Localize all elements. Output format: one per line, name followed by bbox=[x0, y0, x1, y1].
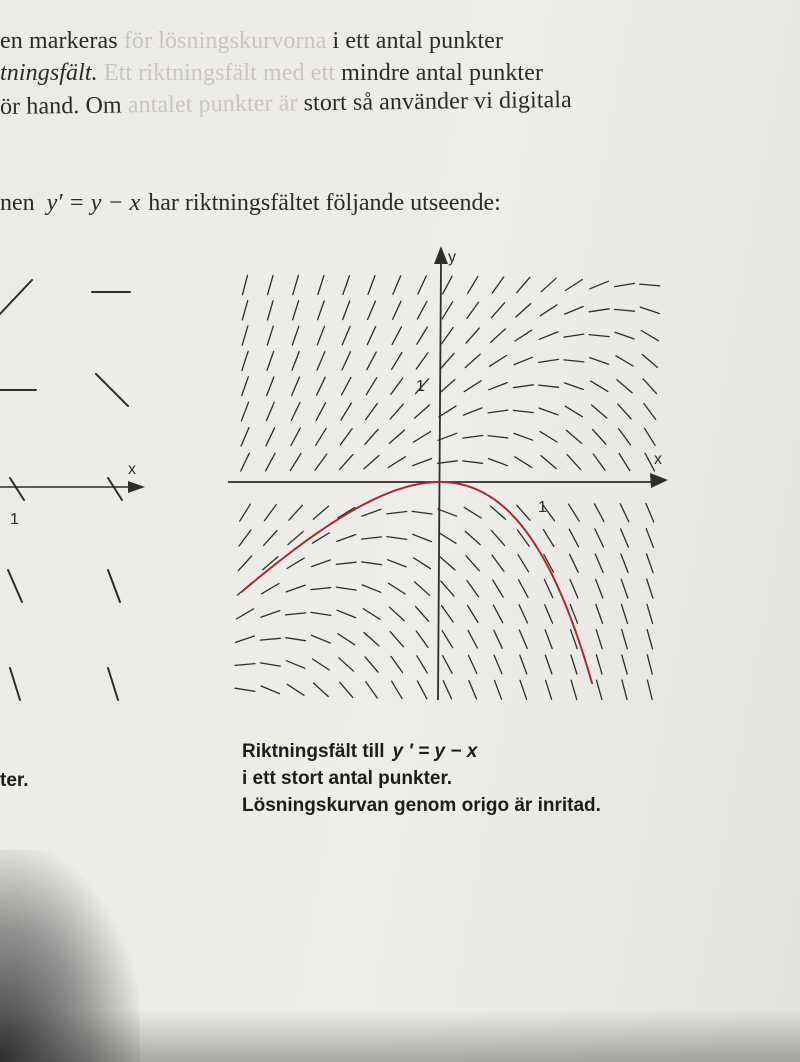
slope-mark bbox=[266, 428, 275, 446]
slope-mark bbox=[290, 454, 301, 471]
slope-mark bbox=[515, 457, 532, 468]
slope-mark bbox=[443, 681, 451, 699]
slope-mark bbox=[268, 275, 273, 294]
slope-mark bbox=[519, 605, 527, 623]
slope-mark bbox=[569, 529, 578, 547]
x-axis-label: x bbox=[654, 451, 662, 468]
slope-mark bbox=[513, 410, 533, 412]
slope-mark bbox=[442, 302, 452, 319]
slope-mark bbox=[589, 309, 609, 312]
slope-mark bbox=[338, 634, 355, 645]
slope-mark bbox=[287, 558, 304, 568]
slope-mark bbox=[413, 534, 432, 541]
slope-mark bbox=[236, 636, 255, 642]
slope-mark bbox=[590, 281, 609, 289]
slope-mark bbox=[286, 585, 305, 592]
slope-mark bbox=[543, 530, 553, 547]
slope-mark bbox=[466, 556, 479, 571]
slope-mark bbox=[591, 381, 608, 391]
slope-mark bbox=[390, 404, 403, 419]
slope-mark bbox=[467, 302, 479, 318]
slope-mark bbox=[313, 506, 328, 519]
slope-mark bbox=[317, 377, 326, 395]
slope-mark bbox=[292, 377, 300, 395]
slope-mark bbox=[317, 326, 324, 345]
slope-mark bbox=[414, 432, 431, 443]
slope-mark bbox=[286, 638, 306, 641]
slope-mark bbox=[541, 278, 556, 291]
slope-mark bbox=[488, 410, 508, 413]
slope-mark bbox=[540, 305, 557, 316]
show-through-text bbox=[690, 230, 695, 247]
slope-mark bbox=[494, 630, 502, 648]
slope-mark bbox=[343, 301, 350, 320]
slope-mark bbox=[596, 579, 603, 598]
slope-mark bbox=[641, 331, 658, 341]
slope-mark bbox=[466, 328, 479, 343]
slope-mark bbox=[293, 301, 299, 320]
slope-mark bbox=[391, 378, 403, 394]
slope-mark bbox=[364, 633, 379, 646]
slope-mark bbox=[417, 302, 426, 320]
slope-mark bbox=[440, 557, 455, 570]
slope-mark bbox=[545, 655, 552, 674]
slope-mark bbox=[264, 505, 276, 521]
slope-mark bbox=[367, 327, 375, 345]
slope-mark bbox=[570, 554, 579, 572]
slope-mark bbox=[442, 606, 454, 622]
slope-mark bbox=[288, 532, 303, 545]
slope-mark bbox=[414, 558, 431, 569]
slope-mark bbox=[367, 352, 376, 370]
slope-mark bbox=[643, 379, 656, 394]
slope-mark bbox=[416, 606, 429, 621]
slope-mark bbox=[640, 307, 659, 313]
slope-mark bbox=[387, 512, 407, 514]
slope-mark bbox=[292, 352, 299, 371]
slope-mark bbox=[338, 508, 355, 518]
slope-mark bbox=[312, 560, 331, 567]
left-tick-label: 1 bbox=[10, 511, 19, 528]
slope-mark bbox=[463, 408, 482, 415]
slope-mark bbox=[388, 457, 405, 468]
slope-mark bbox=[469, 681, 477, 699]
slope-mark bbox=[268, 301, 274, 320]
slope-mark bbox=[515, 330, 532, 341]
slope-mark bbox=[337, 610, 356, 617]
slope-mark bbox=[440, 380, 455, 393]
slope-mark bbox=[342, 326, 350, 344]
slope-mark bbox=[647, 579, 653, 598]
slope-mark bbox=[640, 284, 660, 286]
slope-mark bbox=[242, 351, 248, 370]
y-tick-label: 1 bbox=[416, 378, 425, 395]
slope-mark bbox=[362, 509, 381, 516]
slope-mark bbox=[517, 505, 530, 520]
slope-mark bbox=[465, 531, 480, 544]
slope-mark bbox=[418, 276, 426, 294]
slope-mark bbox=[415, 405, 430, 418]
slope-mark bbox=[621, 529, 629, 547]
slope-mark bbox=[368, 301, 376, 319]
slope-mark bbox=[464, 507, 481, 518]
slope-mark bbox=[235, 688, 255, 691]
slope-field bbox=[235, 275, 660, 699]
slope-mark bbox=[241, 453, 250, 471]
slope-mark bbox=[517, 277, 530, 292]
slope-mark bbox=[242, 301, 247, 320]
caption-equation: y ′ = y − x bbox=[392, 741, 478, 762]
slope-mark bbox=[566, 280, 583, 291]
slope-mark bbox=[646, 504, 654, 522]
slope-mark bbox=[646, 529, 653, 548]
slope-mark bbox=[622, 630, 628, 649]
slope-mark bbox=[513, 385, 533, 388]
slope-mark bbox=[388, 583, 405, 594]
slope-mark bbox=[566, 430, 581, 443]
slope-mark bbox=[417, 681, 426, 699]
slope-mark bbox=[293, 275, 299, 294]
slope-mark bbox=[441, 353, 454, 368]
slope-mark bbox=[595, 529, 604, 547]
slope-mark bbox=[593, 454, 605, 470]
slope-mark bbox=[362, 562, 382, 565]
slope-mark bbox=[565, 383, 584, 390]
slope-mark bbox=[465, 354, 480, 367]
slope-mark bbox=[336, 587, 356, 590]
slope-mark bbox=[442, 631, 452, 648]
slope-mark bbox=[235, 664, 255, 666]
slope-mark bbox=[564, 360, 584, 362]
slope-mark bbox=[622, 655, 627, 674]
slope-mark bbox=[597, 680, 602, 699]
slope-mark bbox=[539, 359, 559, 362]
paragraph-line-3: ör hand. Om antalet punkter är stort så använder vi digitala bbox=[0, 87, 572, 120]
slope-mark bbox=[539, 332, 558, 339]
slope-mark bbox=[267, 352, 274, 371]
slope-mark bbox=[416, 631, 428, 647]
slope-mark bbox=[520, 680, 527, 699]
slope-mark bbox=[389, 607, 404, 620]
slope-mark bbox=[362, 537, 382, 539]
slope-mark bbox=[590, 358, 609, 365]
slope-mark bbox=[519, 630, 527, 648]
slope-mark bbox=[336, 562, 356, 564]
slope-mark bbox=[492, 555, 504, 571]
slope-mark bbox=[316, 403, 325, 421]
slope-mark bbox=[289, 505, 302, 520]
slope-mark bbox=[616, 356, 633, 366]
slope-mark bbox=[463, 461, 483, 463]
x-tick-label: 1 bbox=[538, 499, 547, 516]
left-x-axis-label: x bbox=[128, 461, 136, 478]
slope-mark bbox=[516, 304, 531, 317]
slope-mark bbox=[390, 632, 403, 647]
slope-mark bbox=[464, 381, 481, 392]
slope-mark bbox=[514, 357, 533, 364]
slope-mark bbox=[292, 326, 299, 345]
slope-mark bbox=[312, 635, 331, 643]
slope-mark bbox=[391, 656, 403, 672]
slope-mark bbox=[389, 430, 404, 443]
slope-mark bbox=[490, 356, 507, 367]
slope-mark bbox=[564, 334, 584, 337]
slope-mark bbox=[494, 655, 502, 673]
slope-mark bbox=[647, 604, 653, 623]
x-axis-arrow bbox=[650, 473, 668, 488]
slope-mark bbox=[595, 554, 603, 572]
slope-mark bbox=[241, 402, 248, 421]
slope-mark bbox=[339, 658, 354, 671]
slope-mark bbox=[615, 332, 634, 339]
slope-mark bbox=[392, 352, 402, 369]
slope-mark bbox=[417, 656, 427, 673]
slope-mark bbox=[565, 406, 582, 416]
slope-mark bbox=[388, 560, 407, 567]
slope-mark bbox=[596, 630, 602, 649]
slope-mark bbox=[493, 605, 502, 623]
slope-mark bbox=[392, 327, 401, 345]
caption-line-2: i ett stort antal punkter. bbox=[242, 768, 453, 789]
slope-mark bbox=[617, 380, 632, 393]
slope-mark bbox=[545, 630, 552, 649]
slope-mark bbox=[539, 408, 558, 415]
slope-mark bbox=[362, 585, 381, 592]
slope-mark bbox=[438, 433, 457, 440]
slope-mark bbox=[545, 605, 553, 623]
slope-mark bbox=[620, 504, 629, 522]
slope-mark bbox=[469, 655, 477, 673]
slope-mark bbox=[291, 428, 300, 446]
slope-mark bbox=[287, 684, 304, 695]
slope-mark bbox=[489, 383, 508, 390]
slope-mark bbox=[337, 535, 356, 542]
slope-mark bbox=[615, 283, 635, 286]
left-caption-fragment: ter. bbox=[0, 770, 29, 791]
slope-mark bbox=[413, 459, 432, 466]
slope-mark bbox=[313, 659, 330, 670]
slope-mark bbox=[539, 385, 559, 387]
slope-mark bbox=[622, 604, 628, 623]
slope-mark bbox=[615, 309, 635, 311]
slope-mark bbox=[592, 405, 607, 418]
slope-mark bbox=[267, 326, 273, 345]
slope-mark bbox=[489, 459, 508, 466]
slope-mark bbox=[241, 428, 249, 446]
slope-mark bbox=[441, 581, 454, 596]
slope-mark bbox=[565, 307, 584, 315]
slope-mark bbox=[318, 301, 325, 320]
slope-mark bbox=[238, 556, 251, 571]
slope-mark bbox=[343, 276, 350, 295]
slope-mark bbox=[647, 655, 652, 674]
slope-mark bbox=[366, 403, 378, 419]
slope-mark bbox=[239, 530, 251, 546]
slope-mark bbox=[647, 680, 652, 699]
slope-mark bbox=[439, 406, 456, 417]
caption-line-1: Riktningsfält till y ′ = y − x bbox=[242, 741, 478, 762]
slope-mark bbox=[260, 663, 280, 666]
slope-mark bbox=[412, 511, 432, 514]
intro-sentence: nen y′ = y − x har riktningsfältet följande utseende: bbox=[0, 190, 501, 216]
slope-mark bbox=[243, 275, 248, 294]
slope-mark bbox=[621, 554, 628, 573]
slope-mark bbox=[493, 580, 503, 597]
slope-mark bbox=[468, 276, 478, 293]
slope-mark bbox=[595, 504, 604, 522]
slope-mark bbox=[442, 328, 454, 344]
slope-mark bbox=[514, 433, 533, 440]
slope-mark bbox=[368, 276, 375, 295]
slope-mark bbox=[642, 354, 657, 367]
slope-mark bbox=[266, 453, 275, 471]
slope-mark bbox=[467, 581, 479, 597]
slope-mark bbox=[596, 655, 602, 674]
slope-mark bbox=[491, 329, 506, 342]
slope-mark bbox=[619, 429, 631, 445]
slope-mark bbox=[264, 531, 277, 546]
slope-mark bbox=[393, 301, 401, 319]
slope-mark bbox=[443, 276, 452, 294]
slope-mark bbox=[622, 680, 627, 699]
slope-mark bbox=[311, 612, 331, 615]
slope-mark bbox=[495, 680, 502, 699]
slope-mark bbox=[416, 353, 428, 369]
slope-mark bbox=[468, 605, 478, 622]
slope-mark bbox=[569, 504, 580, 521]
slope-mark bbox=[240, 504, 251, 521]
slope-mark bbox=[286, 661, 305, 669]
slope-mark bbox=[619, 454, 630, 471]
slope-mark bbox=[571, 680, 577, 699]
slope-mark bbox=[342, 377, 351, 395]
slope-mark bbox=[392, 681, 402, 698]
slope-mark bbox=[261, 611, 280, 618]
caption-line-3: Lösningskurvan genom origo är inritad. bbox=[242, 795, 601, 816]
slope-mark bbox=[340, 682, 353, 697]
slope-mark bbox=[570, 579, 578, 597]
slope-mark bbox=[541, 456, 556, 469]
slope-mark bbox=[340, 429, 352, 445]
slope-mark bbox=[318, 276, 324, 295]
slope-mark bbox=[417, 327, 427, 344]
slope-mark bbox=[260, 638, 280, 640]
slope-mark bbox=[387, 537, 407, 540]
slope-mark bbox=[647, 630, 652, 649]
intro-equation: y′ = y − x bbox=[46, 190, 141, 216]
slope-mark bbox=[567, 455, 580, 470]
slope-mark bbox=[492, 277, 504, 293]
y-axis-label: y bbox=[448, 249, 456, 266]
slope-mark bbox=[341, 403, 351, 420]
slope-mark bbox=[340, 455, 353, 470]
slope-mark bbox=[621, 579, 628, 598]
paragraph-line-1: en markeras för lösningskurvorna i ett antal punkter bbox=[0, 28, 504, 54]
slope-mark bbox=[314, 683, 329, 696]
slope-mark bbox=[546, 680, 552, 699]
slope-mark bbox=[365, 429, 378, 444]
slope-mark bbox=[593, 429, 606, 444]
slope-mark bbox=[242, 377, 249, 396]
slope-mark bbox=[286, 613, 306, 615]
slope-mark bbox=[519, 580, 528, 598]
figure-caption bbox=[242, 738, 601, 819]
slope-mark bbox=[393, 276, 401, 294]
paragraph-line-2: tningsfält. Ett riktningsfält med ett mindre antal punkter bbox=[0, 60, 544, 86]
slope-mark bbox=[491, 506, 506, 519]
slope-mark bbox=[364, 456, 379, 469]
slope-mark bbox=[518, 555, 528, 572]
slope-mark bbox=[236, 609, 253, 619]
slope-mark bbox=[415, 582, 430, 595]
slope-mark bbox=[468, 630, 477, 648]
slope-mark bbox=[311, 588, 331, 590]
slope-mark bbox=[266, 402, 274, 420]
slope-mark bbox=[644, 404, 656, 420]
slope-mark bbox=[262, 584, 279, 594]
slope-mark bbox=[596, 605, 603, 624]
slope-mark bbox=[439, 533, 456, 544]
slope-mark bbox=[317, 352, 325, 370]
slope-mark bbox=[366, 378, 376, 395]
slope-mark bbox=[491, 531, 504, 546]
slope-mark bbox=[365, 657, 378, 672]
slope-mark bbox=[363, 609, 380, 620]
slope-mark bbox=[342, 352, 350, 370]
slope-mark bbox=[366, 682, 378, 698]
slope-mark bbox=[267, 377, 274, 396]
slope-mark bbox=[618, 404, 631, 419]
slope-mark bbox=[540, 432, 557, 442]
slope-mark bbox=[645, 428, 656, 445]
slope-mark bbox=[291, 403, 300, 421]
slope-mark bbox=[520, 655, 527, 674]
slope-mark bbox=[571, 655, 577, 674]
slope-mark bbox=[544, 580, 552, 598]
slope-mark bbox=[491, 303, 504, 318]
slope-mark bbox=[261, 686, 279, 694]
slope-mark bbox=[438, 509, 457, 516]
slope-mark bbox=[589, 335, 609, 337]
slope-mark bbox=[443, 656, 452, 674]
slope-mark bbox=[242, 326, 248, 345]
slope-mark bbox=[316, 428, 327, 445]
slope-mark bbox=[315, 454, 327, 470]
slope-mark bbox=[647, 554, 654, 573]
y-axis-arrow bbox=[434, 246, 448, 264]
slope-mark bbox=[488, 436, 508, 438]
slope-mark bbox=[463, 436, 483, 439]
